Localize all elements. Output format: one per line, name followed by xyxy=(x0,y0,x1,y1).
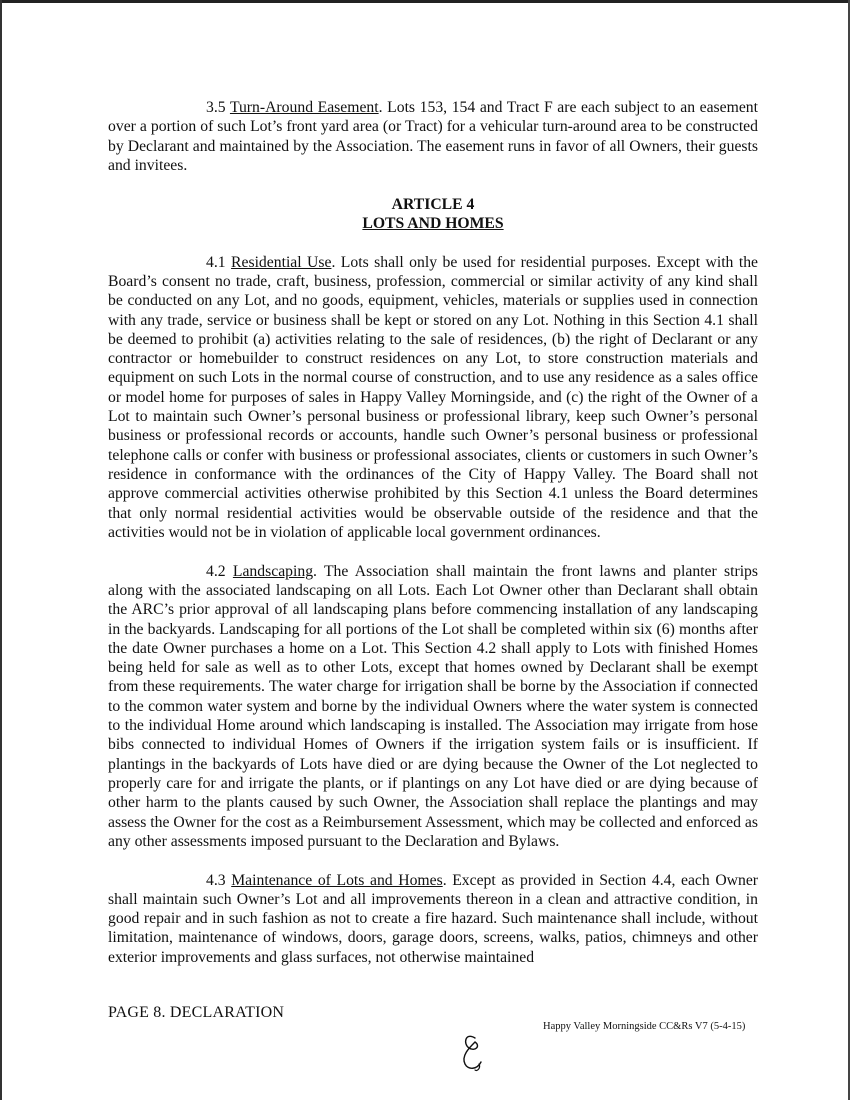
section-number: 4.3 xyxy=(206,871,226,889)
section-number: 4.1 xyxy=(206,253,226,271)
document-version-label: Happy Valley Morningside CC&Rs V7 (5-4-15) xyxy=(543,1021,746,1032)
section-body: . Lots shall only be used for residential purposes. Except with the Board’s consent no trade, craft, business, profession, commercial or similar activity of any kind shall be conducted on any Lot, and no goods, equipment, vehicles, materials or supplies used in connection with any trade, service or business shall be kept or stored on any Lot. Nothing in this Section 4.1 shall be deemed to prohibit (a) activities relating to the sale of residences, (b) the right of Declarant or any contractor or homebuilder to construct residences on any Lot, to store construction materials and equipment on such Lots in the normal course of construction, and to use any residence as a sales office or model home for purposes of sales in Happy Valley Morningside, and (c) the right of the Owner of a Lot to maintain such Owner’s personal business or professional library, keep such Owner’s personal business or professional records or accounts, handle such Owner’s personal business or professional telephone calls or confer with business or professional associates, clients or customers in such Owner’s residence in conformance with the ordinances of the City of Happy Valley. The Board shall not approve commercial activities otherwise prohibited by this Section 4.1 unless the Board determines that only normal residential activities would be observable outside of the residence and that the activities would not be in violation of applicable local government ordinances. xyxy=(108,253,758,541)
article-title: LOTS AND HOMES xyxy=(362,215,504,233)
section-heading: Landscaping xyxy=(232,562,314,580)
section-number: 3.5 xyxy=(206,99,226,116)
scan-border-top xyxy=(0,0,850,3)
section-4-3 xyxy=(108,871,758,967)
page-footer-label: PAGE 8. DECLARATION xyxy=(108,1004,285,1021)
section-heading: Maintenance of Lots and Homes xyxy=(231,871,443,889)
section-body: . Except as provided in Section 4.4, each Owner shall maintain such Owner’s Lot and all improvements thereon in a clean and attractive condition, in good repair and in such fashion as not to create a fire hazard. Such maintenance shall include, without limitation, maintenance of windows, doors, garage doors, screens, walks, patios, chimneys and other exterior improvements and glass surfaces, not otherwise maintained xyxy=(108,871,759,966)
section-4-2 xyxy=(108,562,758,851)
article-number: ARTICLE 4 xyxy=(391,195,475,213)
section-4-1 xyxy=(108,253,758,542)
article-heading xyxy=(108,195,758,234)
section-body: . The Association shall maintain the front lawns and planter strips along with the associated landscaping on all Lots. Each Lot Owner other than Declarant shall obtain the ARC’s prior approval of all landscaping plans before commencing installation of any landscaping in the backyards. Landscaping for all portions of the Lot shall be completed within six (6) months after the date Owner purchases a home on a Lot. This Section 4.2 shall apply to Lots with finished Homes being held for sale as well as to other Lots, except that homes owned by Declarant shall be exempt from these requirements. The water charge for irrigation shall be borne by the Association if connected to the common water system and borne by the individual Owners where the water system is connected to the individual Home around which landscaping is installed. The Association may irrigate from hose bibs connected to individual Homes of Owners if the irrigation system fails or is insufficient. If plantings in the backyards of Lots have died or are dying because the Owner of the Lot neglected to properly care for and irrigate the plants, or if plantings on any Lot have died or are dying because of other harm to the plants caused by such Owner, the Association shall replace the plantings and may assess the Owner for the cost as a Reimbursement Assessment, which may be collected and enforced as any other assessments imposed pursuant to the Declaration and Bylaws. xyxy=(108,562,758,850)
section-heading: Turn-Around Easement xyxy=(229,99,379,116)
handwritten-initial-icon xyxy=(455,1030,495,1075)
section-number: 4.2 xyxy=(206,562,226,580)
section-3-5 xyxy=(108,98,758,175)
scan-border-left xyxy=(0,0,2,1100)
document-body xyxy=(108,98,758,967)
section-body: . Lots 153, 154 and Tract F are each subject to an easement over a portion of such Lot’s front yard area (or Tract) for a vehicular turn-around area to be constructed by Declarant and maintained by the Association. The easement runs in favor of all Owners, their guests and invitees. xyxy=(108,99,758,174)
section-heading: Residential Use xyxy=(231,253,332,271)
